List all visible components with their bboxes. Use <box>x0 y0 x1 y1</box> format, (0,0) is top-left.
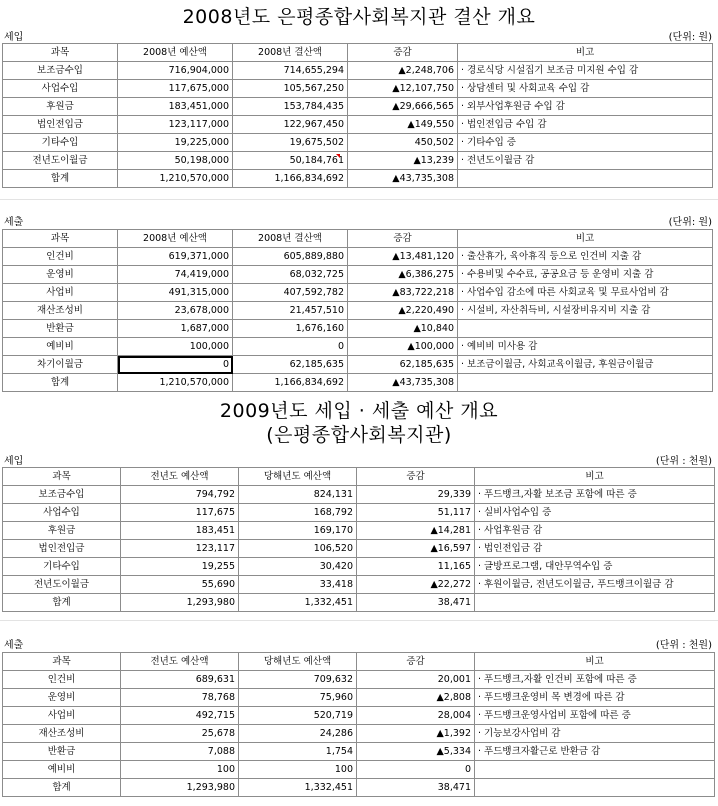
cell-budget[interactable]: 19,255 <box>121 558 239 576</box>
cell-change[interactable]: ▲5,334 <box>357 743 475 761</box>
section-label-expense-2008: 세출 <box>4 217 24 228</box>
cell-change[interactable]: ▲2,248,706 <box>348 62 458 80</box>
cell-subject[interactable]: 인건비 <box>3 671 121 689</box>
cell-subject[interactable]: 사업비 <box>3 284 118 302</box>
table-row <box>3 170 713 188</box>
section-label-income-2009: 세입 <box>4 456 24 467</box>
cell-actual[interactable]: 1,332,451 <box>239 779 357 797</box>
column-header-change[interactable]: 증감 <box>348 44 458 62</box>
cell-change[interactable]: ▲83,722,218 <box>348 284 458 302</box>
cell-remarks[interactable]: · 예비비 미사용 감 <box>458 338 713 356</box>
cell-actual[interactable]: 1,332,451 <box>239 594 357 612</box>
cell-budget[interactable]: 1,293,980 <box>121 779 239 797</box>
table-row <box>3 576 715 594</box>
cell-actual[interactable]: 75,960 <box>239 689 357 707</box>
cell-actual[interactable]: 1,166,834,692 <box>233 374 348 392</box>
cell-budget[interactable]: 1,687,000 <box>118 320 233 338</box>
cell-subject[interactable]: 전년도이월금 <box>3 576 121 594</box>
cell-subject[interactable]: 법인전입금 <box>3 540 121 558</box>
table-row <box>3 540 715 558</box>
table-row <box>3 374 713 392</box>
cell-remarks[interactable]: · 글방프로그램, 대안무역수입 증 <box>475 558 715 576</box>
cell-subject[interactable]: 인건비 <box>3 248 118 266</box>
cell-remarks[interactable]: · 상담센터 및 사회교육 수입 감 <box>458 80 713 98</box>
cell-subject[interactable]: 운영비 <box>3 266 118 284</box>
cell-change[interactable]: ▲12,107,750 <box>348 80 458 98</box>
cell-budget[interactable]: 689,631 <box>121 671 239 689</box>
cell-subject[interactable]: 보조금수입 <box>3 486 121 504</box>
table-income-2008 <box>2 43 713 188</box>
column-header-change[interactable]: 증감 <box>357 653 475 671</box>
cell-budget[interactable]: 1,293,980 <box>121 594 239 612</box>
table-row <box>3 761 715 779</box>
cell-change[interactable]: ▲43,735,308 <box>348 170 458 188</box>
table-row <box>3 134 713 152</box>
cell-actual[interactable]: 0 <box>233 338 348 356</box>
cell-subject[interactable]: 사업수입 <box>3 80 118 98</box>
table-row <box>3 558 715 576</box>
cell-budget[interactable]: 183,451,000 <box>118 98 233 116</box>
cell-change[interactable]: 38,471 <box>357 779 475 797</box>
column-header-change[interactable]: 증감 <box>348 230 458 248</box>
cell-budget[interactable]: 491,315,000 <box>118 284 233 302</box>
cell-actual[interactable]: 1,754 <box>239 743 357 761</box>
cell-remarks[interactable]: · 법인전입금 감 <box>475 540 715 558</box>
table-row <box>3 80 713 98</box>
cell-change[interactable]: 20,001 <box>357 671 475 689</box>
cell-remarks[interactable] <box>458 170 713 188</box>
table-row <box>3 152 713 170</box>
cell-actual[interactable]: 153,784,435 <box>233 98 348 116</box>
cell-subject[interactable]: 재산조성비 <box>3 725 121 743</box>
cell-budget[interactable]: 183,451 <box>121 522 239 540</box>
column-header-remarks[interactable]: 비고 <box>475 653 715 671</box>
cell-subject[interactable]: 기타수입 <box>3 558 121 576</box>
cell-change[interactable]: 51,117 <box>357 504 475 522</box>
cell-actual[interactable]: 520,719 <box>239 707 357 725</box>
table-row <box>3 248 713 266</box>
column-header-budget[interactable]: 전년도 예산액 <box>121 653 239 671</box>
cell-remarks[interactable]: · 실비사업수입 증 <box>475 504 715 522</box>
cell-actual[interactable]: 62,185,635 <box>233 356 348 374</box>
column-header-subject[interactable]: 과목 <box>3 653 121 671</box>
cell-budget[interactable]: 55,690 <box>121 576 239 594</box>
cell-subject[interactable]: 차기이월금 <box>3 356 118 374</box>
cell-actual[interactable]: 1,676,160 <box>233 320 348 338</box>
cell-change[interactable]: 28,004 <box>357 707 475 725</box>
cell-actual[interactable]: 24,286 <box>239 725 357 743</box>
table-row <box>3 671 715 689</box>
cell-remarks[interactable]: · 전년도이월금 감 <box>458 152 713 170</box>
selected-cell[interactable]: 0 <box>118 356 233 374</box>
cell-change[interactable]: ▲10,840 <box>348 320 458 338</box>
cell-actual[interactable]: 33,418 <box>239 576 357 594</box>
cell-change[interactable]: ▲13,239 <box>348 152 458 170</box>
column-header-subject[interactable]: 과목 <box>3 230 118 248</box>
table-row <box>3 320 713 338</box>
cell-remarks[interactable] <box>475 594 715 612</box>
cell-actual[interactable]: 168,792 <box>239 504 357 522</box>
subtitle-2009: (은평종합사회복지관) <box>266 424 452 446</box>
table-row <box>3 725 715 743</box>
cell-remarks[interactable]: · 시설비, 자산취득비, 시설장비유지비 지출 감 <box>458 302 713 320</box>
cell-budget[interactable]: 123,117 <box>121 540 239 558</box>
cell-budget[interactable]: 1,210,570,000 <box>118 374 233 392</box>
cell-budget[interactable]: 19,225,000 <box>118 134 233 152</box>
cell-remarks[interactable]: · 기능보강사업비 감 <box>475 725 715 743</box>
cell-subject[interactable]: 예비비 <box>3 761 121 779</box>
cell-remarks[interactable]: · 사업수입 감소에 따른 사회교육 및 무료사업비 감 <box>458 284 713 302</box>
cell-budget[interactable]: 492,715 <box>121 707 239 725</box>
column-header-remarks[interactable]: 비고 <box>475 468 715 486</box>
cell-remarks[interactable]: · 기타수입 증 <box>458 134 713 152</box>
cell-subject[interactable]: 후원금 <box>3 522 121 540</box>
column-header-budget[interactable]: 2008년 예산액 <box>118 44 233 62</box>
cell-change[interactable]: ▲6,386,275 <box>348 266 458 284</box>
column-header-budget[interactable]: 전년도 예산액 <box>121 468 239 486</box>
cell-subject[interactable]: 합계 <box>3 779 121 797</box>
cell-budget[interactable]: 74,419,000 <box>118 266 233 284</box>
cell-subject[interactable]: 반환금 <box>3 743 121 761</box>
cell-remarks[interactable] <box>458 374 713 392</box>
table-row <box>3 266 713 284</box>
cell-subject[interactable]: 사업수입 <box>3 504 121 522</box>
cell-remarks[interactable]: · 푸드뱅크,자활 보조금 포함에 따른 증 <box>475 486 715 504</box>
title-2009: 2009년도 세입 · 세출 예산 개요 <box>219 400 499 422</box>
cell-change[interactable]: ▲16,597 <box>357 540 475 558</box>
cell-budget[interactable]: 1,210,570,000 <box>118 170 233 188</box>
cell-actual[interactable]: 68,032,725 <box>233 266 348 284</box>
table-row <box>3 284 713 302</box>
cell-actual[interactable]: 122,967,450 <box>233 116 348 134</box>
table-row <box>3 707 715 725</box>
cell-actual[interactable]: 30,420 <box>239 558 357 576</box>
cell-change[interactable]: ▲2,220,490 <box>348 302 458 320</box>
table-expense-2009 <box>2 652 715 797</box>
table-row <box>3 338 713 356</box>
header-row <box>3 468 715 486</box>
cell-change[interactable]: ▲29,666,565 <box>348 98 458 116</box>
cell-budget[interactable]: 100 <box>121 761 239 779</box>
cell-change[interactable]: ▲149,550 <box>348 116 458 134</box>
table-row <box>3 62 713 80</box>
cell-remarks[interactable]: · 푸드뱅크자활근로 반환금 감 <box>475 743 715 761</box>
comment-indicator <box>336 154 340 158</box>
cell-actual[interactable]: 714,655,294 <box>233 62 348 80</box>
cell-subject[interactable]: 재산조성비 <box>3 302 118 320</box>
row-divider <box>0 199 718 200</box>
column-header-actual[interactable]: 당해년도 예산액 <box>239 653 357 671</box>
cell-remarks[interactable]: · 푸드뱅크,자활 인건비 포함에 따른 증 <box>475 671 715 689</box>
cell-actual[interactable]: 19,675,502 <box>233 134 348 152</box>
cell-change[interactable]: 38,471 <box>357 594 475 612</box>
cell-budget[interactable]: 100,000 <box>118 338 233 356</box>
column-header-change[interactable]: 증감 <box>357 468 475 486</box>
column-header-remarks[interactable]: 비고 <box>458 230 713 248</box>
table-row <box>3 116 713 134</box>
cell-budget[interactable]: 7,088 <box>121 743 239 761</box>
cell-remarks[interactable]: · 사업후원금 감 <box>475 522 715 540</box>
cell-budget[interactable]: 78,768 <box>121 689 239 707</box>
cell-remarks[interactable]: · 법인전입금 수입 감 <box>458 116 713 134</box>
cell-actual[interactable]: 1,166,834,692 <box>233 170 348 188</box>
cell-change[interactable]: ▲22,272 <box>357 576 475 594</box>
header-row <box>3 230 713 248</box>
cell-actual[interactable]: 605,889,880 <box>233 248 348 266</box>
column-header-remarks[interactable]: 비고 <box>458 44 713 62</box>
cell-change[interactable]: ▲100,000 <box>348 338 458 356</box>
cell-budget[interactable]: 716,904,000 <box>118 62 233 80</box>
cell-actual[interactable]: 100 <box>239 761 357 779</box>
cell-subject[interactable]: 합계 <box>3 594 121 612</box>
unit-label-income-2009: (단위 : 천원) <box>655 456 712 467</box>
header-row <box>3 44 713 62</box>
table-income-2009 <box>2 467 715 612</box>
column-header-subject[interactable]: 과목 <box>3 44 118 62</box>
cell-actual[interactable]: 106,520 <box>239 540 357 558</box>
table-row <box>3 779 715 797</box>
cell-change[interactable]: 450,502 <box>348 134 458 152</box>
cell-subject[interactable]: 법인전입금 <box>3 116 118 134</box>
cell-change[interactable]: ▲43,735,308 <box>348 374 458 392</box>
column-header-budget[interactable]: 2008년 예산액 <box>118 230 233 248</box>
table-row <box>3 504 715 522</box>
table-row <box>3 689 715 707</box>
cell-budget[interactable]: 117,675 <box>121 504 239 522</box>
cell-remarks[interactable]: · 푸드뱅크운영사업비 포함에 따른 증 <box>475 707 715 725</box>
table-row <box>3 486 715 504</box>
cell-change[interactable]: ▲2,808 <box>357 689 475 707</box>
unit-label-income-2008: (단위: 원) <box>668 32 712 43</box>
cell-actual[interactable]: 105,567,250 <box>233 80 348 98</box>
cell-remarks[interactable] <box>475 779 715 797</box>
cell-remarks[interactable]: · 출산휴가, 육아휴직 등으로 인건비 지출 감 <box>458 248 713 266</box>
cell-subject[interactable]: 보조금수입 <box>3 62 118 80</box>
cell-remarks[interactable]: · 수용비및 수수료, 공공요금 등 운영비 지출 감 <box>458 266 713 284</box>
cell-change[interactable]: 0 <box>357 761 475 779</box>
cell-budget[interactable]: 50,198,000 <box>118 152 233 170</box>
cell-actual[interactable]: 407,592,782 <box>233 284 348 302</box>
column-header-subject[interactable]: 과목 <box>3 468 121 486</box>
cell-subject[interactable]: 합계 <box>3 374 118 392</box>
table-row <box>3 522 715 540</box>
cell-actual[interactable]: 709,632 <box>239 671 357 689</box>
column-header-actual[interactable]: 2008년 결산액 <box>233 44 348 62</box>
cell-actual[interactable]: 824,131 <box>239 486 357 504</box>
table-row <box>3 356 713 374</box>
cell-subject[interactable]: 전년도이월금 <box>3 152 118 170</box>
cell-subject[interactable]: 운영비 <box>3 689 121 707</box>
cell-budget[interactable]: 117,675,000 <box>118 80 233 98</box>
cell-budget[interactable]: 25,678 <box>121 725 239 743</box>
cell-remarks[interactable] <box>458 320 713 338</box>
cell-change[interactable]: 11,165 <box>357 558 475 576</box>
column-header-actual[interactable]: 당해년도 예산액 <box>239 468 357 486</box>
table-expense-2008 <box>2 229 713 392</box>
cell-budget[interactable]: 23,678,000 <box>118 302 233 320</box>
row-divider <box>0 620 718 621</box>
cell-change[interactable]: 29,339 <box>357 486 475 504</box>
cell-actual[interactable]: 169,170 <box>239 522 357 540</box>
cell-change[interactable]: 62,185,635 <box>348 356 458 374</box>
cell-change[interactable]: ▲14,281 <box>357 522 475 540</box>
cell-remarks[interactable] <box>475 761 715 779</box>
header-row <box>3 653 715 671</box>
cell-budget[interactable]: 619,371,000 <box>118 248 233 266</box>
table-row <box>3 594 715 612</box>
cell-budget[interactable]: 123,117,000 <box>118 116 233 134</box>
table-row <box>3 743 715 761</box>
table-row <box>3 302 713 320</box>
cell-change[interactable]: ▲13,481,120 <box>348 248 458 266</box>
cell-subject[interactable]: 반환금 <box>3 320 118 338</box>
cell-budget[interactable]: 794,792 <box>121 486 239 504</box>
section-label-expense-2009: 세출 <box>4 640 24 651</box>
cell-subject[interactable]: 후원금 <box>3 98 118 116</box>
section-label-income-2008: 세입 <box>4 32 24 43</box>
cell-remarks[interactable]: · 외부사업후원금 수입 감 <box>458 98 713 116</box>
cell-remarks[interactable]: · 보조금이월금, 사회교육이월금, 후원금이월금 <box>458 356 713 374</box>
cell-subject[interactable]: 예비비 <box>3 338 118 356</box>
column-header-actual[interactable]: 2008년 결산액 <box>233 230 348 248</box>
unit-label-expense-2009: (단위 : 천원) <box>655 640 712 651</box>
cell-actual[interactable]: 21,457,510 <box>233 302 348 320</box>
cell-subject[interactable]: 기타수입 <box>3 134 118 152</box>
unit-label-expense-2008: (단위: 원) <box>668 217 712 228</box>
cell-remarks[interactable]: · 후원이월금, 전년도이월금, 푸드뱅크이월금 감 <box>475 576 715 594</box>
cell-remarks[interactable]: · 경로식당 시설집기 보조금 미지원 수입 감 <box>458 62 713 80</box>
cell-actual[interactable]: 50,184,761 <box>233 152 348 170</box>
title-2008: 2008년도 은평종합사회복지관 결산 개요 <box>182 6 536 28</box>
cell-change[interactable]: ▲1,392 <box>357 725 475 743</box>
cell-remarks[interactable]: · 푸드뱅크운영비 목 변경에 따른 감 <box>475 689 715 707</box>
cell-subject[interactable]: 사업비 <box>3 707 121 725</box>
table-row <box>3 98 713 116</box>
cell-subject[interactable]: 합계 <box>3 170 118 188</box>
